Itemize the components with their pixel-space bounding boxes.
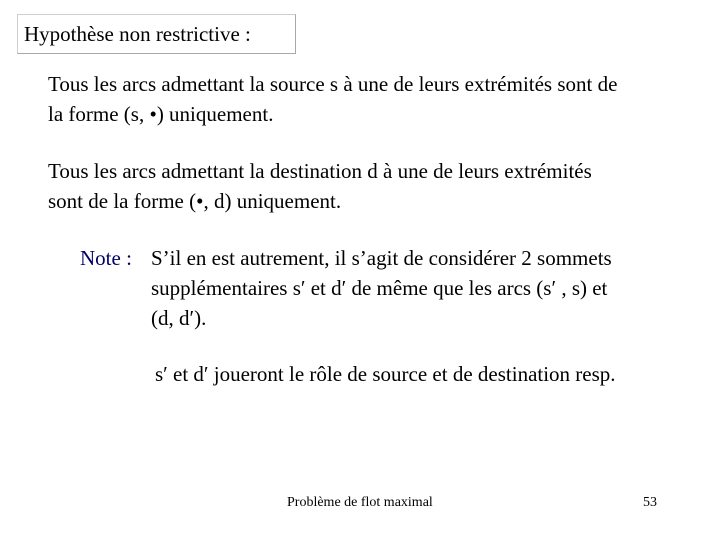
- paragraph-source: [48, 69, 617, 129]
- paragraph-destination-line-1: Tous les arcs admettant la destination d à une de leurs extrémités: [48, 159, 592, 183]
- note-line-3: (d, d′).: [151, 306, 207, 330]
- note-body: [151, 243, 612, 333]
- note-label: Note :: [80, 246, 132, 270]
- slide-title-box: [17, 14, 296, 54]
- note-line-1: S’il en est autrement, il s’agit de considérer 2 sommets: [151, 246, 612, 270]
- paragraph-source-line-1: Tous les arcs admettant la source s à une de leurs extrémités sont de: [48, 72, 618, 96]
- page-number: 53: [643, 495, 657, 510]
- slide-title: Hypothèse non restrictive :: [24, 22, 251, 46]
- paragraph-source-line-2: la forme (s, •) uniquement.: [48, 102, 274, 126]
- note-line-2: supplémentaires s′ et d′ de même que les arcs (s′ , s) et: [151, 276, 608, 300]
- footer-title: Problème de flot maximal: [287, 495, 433, 510]
- paragraph-destination-line-2: sont de la forme (•, d) uniquement.: [48, 189, 342, 213]
- paragraph-destination: [48, 156, 592, 216]
- note-remark: s′ et d′ joueront le rôle de source et de destination resp.: [155, 362, 616, 386]
